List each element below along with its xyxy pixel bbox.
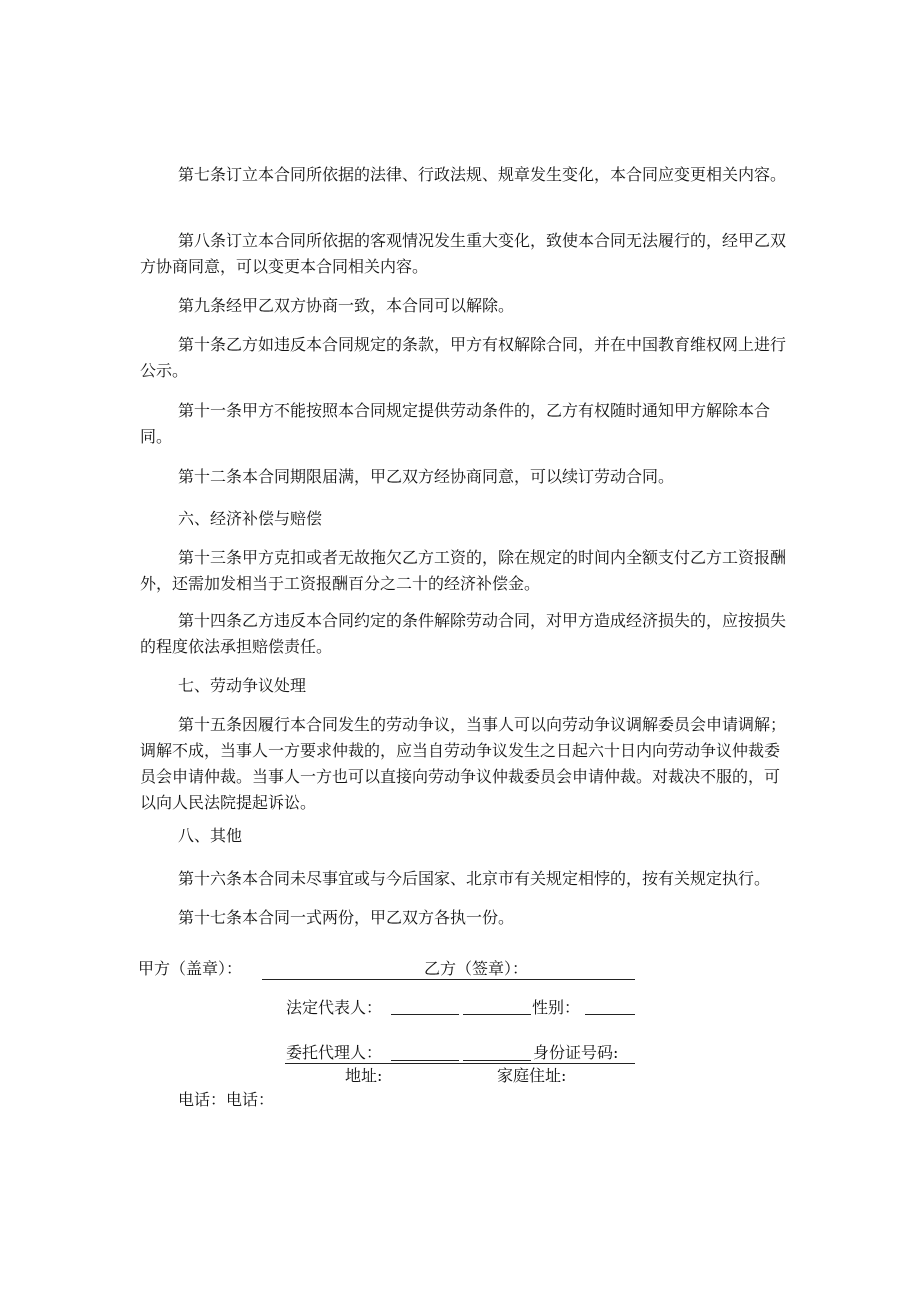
agent-label: 委托代理人： bbox=[286, 1043, 383, 1062]
section-heading-6: 六、经济补偿与赔偿 bbox=[178, 509, 323, 528]
agent-underline bbox=[285, 1063, 635, 1064]
clause-14: 第十四条乙方违反本合同约定的条件解除劳动合同，对甲方造成经济损失的，应按损失的程度依法承担赔偿责任。 bbox=[140, 611, 787, 656]
clause-13: 第十三条甲方克扣或者无故拖欠乙方工资的，除在规定的时间内全额支付乙方工资报酬外，还需加发相当于工资报酬百分之二十的经济补偿金。 bbox=[140, 548, 787, 593]
address-label: 地址: bbox=[345, 1066, 383, 1085]
clause-11: 第十一条甲方不能按照本合同规定提供劳动条件的，乙方有权随时通知甲方解除本合同。 bbox=[140, 401, 771, 446]
party-a-label: 甲方（盖章）： bbox=[138, 959, 243, 978]
clause-9: 第九条经甲乙双方协商一致，本合同可以解除。 bbox=[178, 296, 515, 315]
home-address-label: 家庭住址: bbox=[497, 1066, 567, 1085]
gender-line bbox=[585, 1014, 635, 1015]
clause-17: 第十七条本合同一式两份，甲乙双方各执一份。 bbox=[178, 908, 515, 927]
section-heading-8: 八、其他 bbox=[178, 826, 243, 845]
clause-8: 第八条订立本合同所依据的客观情况发生重大变化，致使本合同无法履行的，经甲乙双方协商同意，可以变更本合同相关内容。 bbox=[140, 231, 787, 276]
clause-16: 第十六条本合同未尽事宜或与今后国家、北京市有关规定相悖的，按有关规定执行。 bbox=[178, 869, 771, 888]
id-number-label: 身份证号码: bbox=[533, 1043, 619, 1062]
clause-15: 第十五条因履行本合同发生的劳动争议，当事人可以向劳动争议调解委员会申请调解；调解不成，当事人一方要求仲裁的，应当自劳动争议发生之日起六十日内向劳动争议仲裁委员会申请仲裁。当事人一方也可以直接向劳动争议仲裁委员会申请仲裁。对裁决不服的，可以向人民法院提起诉讼。 bbox=[140, 715, 787, 812]
party-b-label: 乙方（签章）： bbox=[424, 959, 529, 978]
section-heading-7: 七、劳动争议处理 bbox=[178, 676, 307, 695]
clause-12: 第十二条本合同期限届满，甲乙双方经协商同意，可以续订劳动合同。 bbox=[178, 467, 675, 486]
agent-line-2 bbox=[463, 1060, 531, 1061]
party-b-signature-line bbox=[285, 979, 635, 980]
agent-line-1 bbox=[391, 1060, 459, 1061]
legal-rep-label: 法定代表人： bbox=[286, 998, 383, 1017]
legal-rep-line-1 bbox=[391, 1014, 459, 1015]
clause-7: 第七条订立本合同所依据的法律、行政法规、规章发生变化，本合同应变更相关内容。 bbox=[178, 165, 787, 184]
legal-rep-line-2 bbox=[463, 1014, 531, 1015]
clause-10: 第十条乙方如违反本合同规定的条款，甲方有权解除合同，并在中国教育维权网上进行公示。 bbox=[140, 335, 787, 380]
phone-label: 电话：电话： bbox=[178, 1090, 275, 1109]
gender-label: 性别： bbox=[532, 998, 581, 1017]
